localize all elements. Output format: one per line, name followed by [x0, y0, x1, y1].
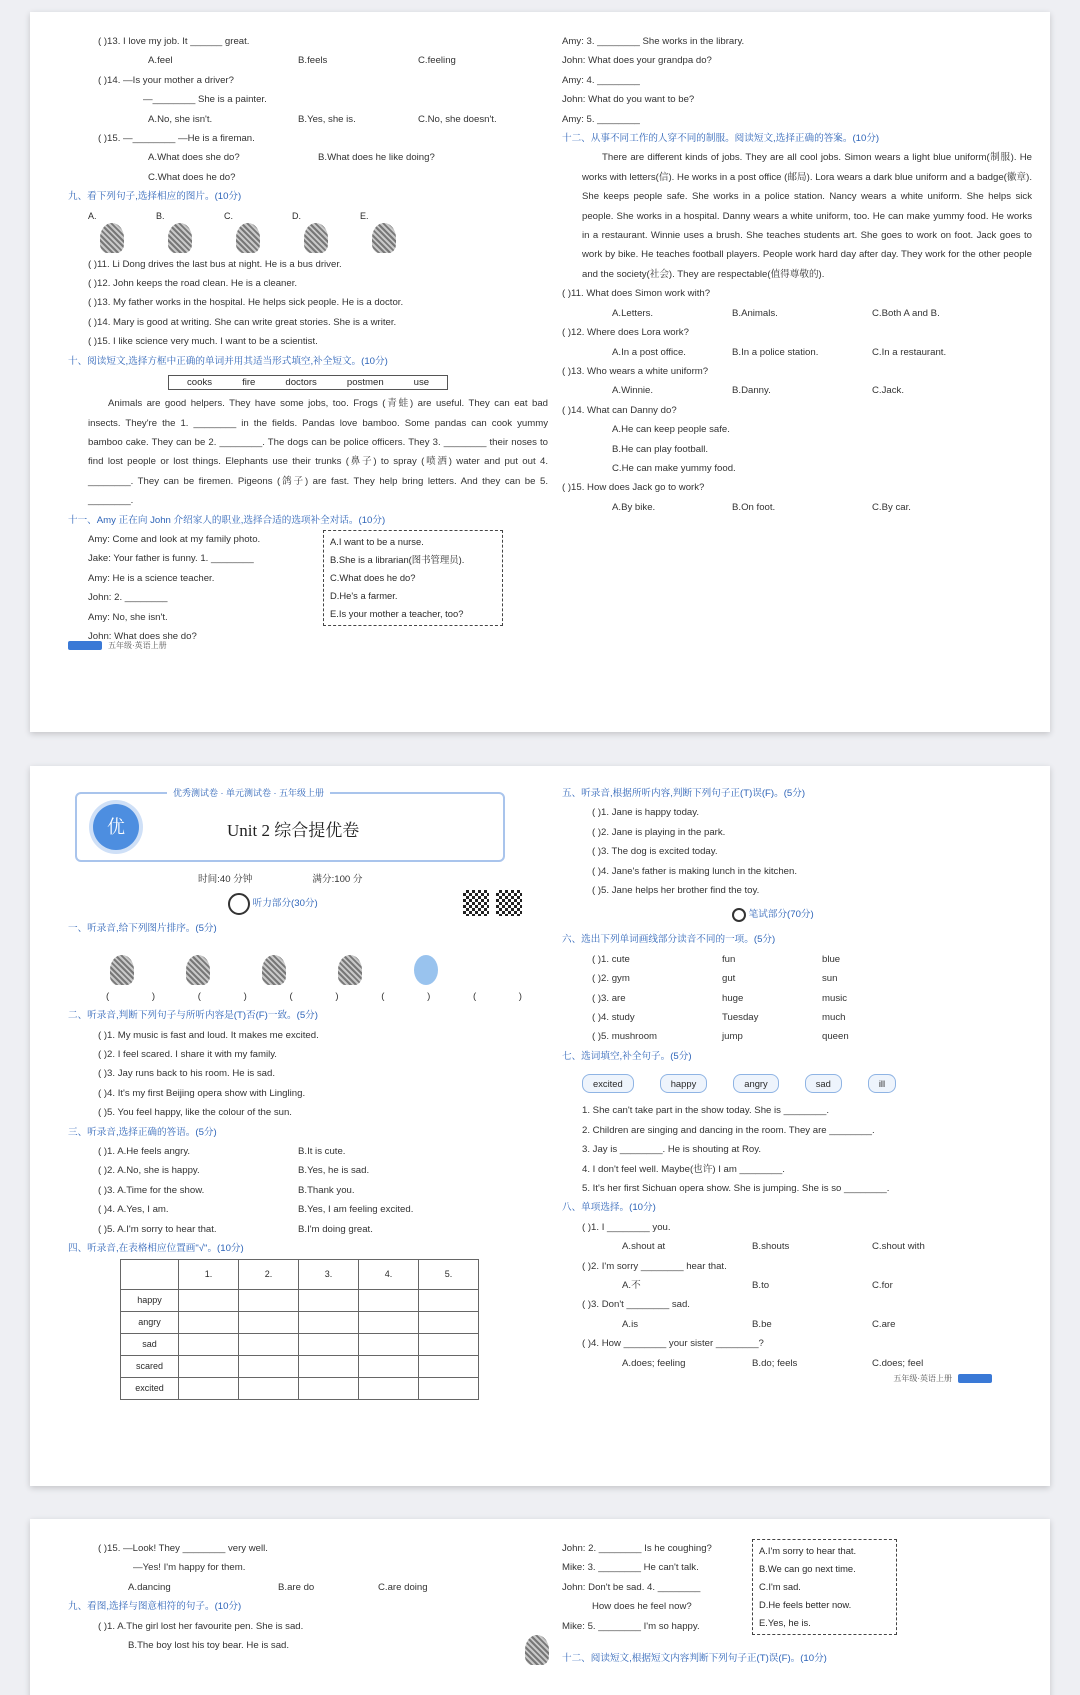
picture-animal — [250, 947, 290, 987]
picture-row — [68, 207, 558, 255]
pen-icon — [732, 908, 746, 922]
options-15: A.What does she do? B.What does he like doing? — [148, 152, 435, 164]
reading-passage: There are different kinds of jobs. They are all cool jobs. Simon wears a light blue uniform(制服). He works with letters(信). He works in a post office (邮局). Lora wears a dark blue uniform and a badge(徽章). She keeps people safe. She works in a police station. Nancy wears a white uniform. She helps sick people. She works in a hospital. Danny wears a white uniform, too. He can make yummy food. He works in a restaurant. Winnie uses a brush. She teaches students art. She goes to work on foot. Jack goes to work by bike. He teaches football players. People work hard day after day. They work for the other people and the society(社会). They are respectable(值得尊敬的). — [582, 152, 1032, 280]
section-10-heading: 十、阅读短文,选择方框中正确的单词并用其适当形式填空,补全短文。(10分) — [68, 355, 388, 367]
picture-d: D. — [292, 215, 332, 255]
question-13: ( )13. I love my job. It ______ great. — [98, 36, 250, 47]
question-14: ( )14. What can Danny do? — [562, 404, 677, 416]
qr-code-icon — [496, 890, 522, 916]
question-15: ( )15. —________ —He is a fireman. — [98, 133, 255, 145]
page2-left-column: 时间:40 分钟 满分:100 分 听力部分(30分) 一、听录音,给下列图片排序。(5分) ( ) ( ) ( ) ( ) ( ) 二、听录音,判断下列句子与所听内容是(T)否(F)一致。(5分) ( )1. My music is fast and loud. It makes me excited. ( )2. I feel scared. I share it with my family. ( )3. Jay runs back to his room. He is sad. ( )4. It's my first Beijing opera show with Lingling. ( )5. You feel happy, like the colour of the sun. 三、听录音,选择正确的答语。(5分) ( )1. A.He feels angry. B.It is cute. ( )2. A.No, she is happy. B.Yes, he is sad. ( )3. A.Time for the show. B.Thank you. ( )4. A.Yes, I am. B.Yes, I am feeling excited. ( )5. A.I'm sorry to hear that. B.I'm doing great. 四、听录音,在表格相应位置画"√"。(10分) 1. 2. 3. 4. 5. happy angry sad scared excited — [68, 870, 558, 1400]
picture-girl — [98, 947, 138, 987]
qr-code-icon — [463, 890, 489, 916]
ordering-blanks: ( ) ( ) ( ) ( ) ( ) — [106, 990, 522, 1002]
section-12-heading: 十二、阅读短文,根据短文内容判断下列句子正(T)误(F)。(10分) — [562, 1653, 827, 1664]
question-15: ( )15. How does Jack go to work? — [562, 482, 705, 494]
dialog-options-box: A.I want to be a nurse. B.She is a librarian(图书管理员). C.What does he do? D.He's a farmer. E.Is your mother a teacher, too? — [323, 530, 503, 626]
page2-right-column: 五、听录音,根据所听内容,判断下列句子正(T)误(F)。(5分) ( )1. Jane is happy today. ( )2. Jane is playing in the park. ( )3. The dog is excited today. ( )4. Jane's father is making lunch in the kitchen. ( )5. Jane helps her brother find the toy. 笔试部分(70分) 六、选出下列单词画线部分读音不同的一项。(5分) ( )1. cute fun blue ( )2. gym gut sun ( )3. are huge music ( )4. study Tuesday much ( )5. mushroom jump queen 七、选词填空,补全句子。(5分) excited happy angry sad ill 1. She can't take part in the show today. She is ________. 2. Children are singing and dancing in the room. They are ________. 3. Jay is ________. He is shouting at Roy. 4. I don't feel well. Maybe(也许) I am ________. 5. It's her first Sichuan opera show. She is jumping. She is so ________. 八、单项选择。(10分) ( )1. I ________ you. A.shout at B.shouts C.shout with ( )2. I'm sorry ________ hear that. A.不 B.to C.for ( )3. Don't ________ sad. A.is B.be C.are ( )4. How ________ your sister ________? A.does; feeling B.do; feels C.does; feel 五年级·英语上册 — [562, 784, 1032, 1384]
dialog-line: John: What does your grandpa do? — [562, 55, 712, 67]
section-2-heading: 二、听录音,判断下列句子与所听内容是(T)否(F)一致。(5分) — [68, 1010, 318, 1022]
full-score: 满分:100 分 — [312, 874, 363, 885]
section-8-heading: 八、单项选择。(10分) — [562, 1202, 656, 1214]
section-6-heading: 六、选出下列单词画线部分读音不同的一项。(5分) — [562, 934, 776, 946]
question-13: ( )13. Who wears a white uniform? — [562, 365, 709, 377]
page1-right-column: Amy: 3. ________ She works in the library. John: What does your grandpa do? Amy: 4. ________ John: What do you want to be? Amy: 5. ________ 十二、从事不同工作的人穿不同的制服。阅读短文,选择正确的答案。(10分) There are different kinds of jobs. They are all cool jobs. Simon wears a light blue uniform(制服). He works with letters(信). He works in a post office (邮局). Lora wears a dark blue uniform and a badge(徽章). She keeps people safe. She works in a police station. Nancy wears a white uniform. She helps sick people. She works in a hospital. Danny wears a white uniform, too. He can make yummy food. He works in a restaurant. Winnie uses a brush. She teaches students art. She goes to work on foot. Jack goes to work by bike. He teaches football players. People work hard day after day. They work for the other people and the society(社会). They are respectable(值得尊敬的). ( )11. What does Simon work with? A.Letters. B.Animals. C.Both A and B. ( )12. Where does Lora work? A.In a post office. B.In a police station. C.In a restaurant. ( )13. Who wears a white uniform? A.Winnie. B.Danny. C.Jack. ( )14. What can Danny do? A.He can keep people safe. B.He can play football. C.He can make yummy food. ( )15. How does Jack go to work? A.By bike. B.On foot. C.By car. — [562, 32, 1032, 517]
word-choices: excited happy angry sad ill — [562, 1074, 1032, 1093]
section-1-heading: 一、听录音,给下列图片排序。(5分) — [68, 923, 217, 935]
page3-left-column: ( )15. —Look! They ________ very well. —Yes! I'm happy for them. A.dancing B.are do C.are doing 九、看图,选择与图意相符的句子。(10分) ( )1. A.The girl lost her favourite pen. She is sad. B.The boy lost his toy bear. He is sad. — [68, 1539, 558, 1655]
listening-pictures — [68, 939, 558, 987]
picture-face — [402, 947, 442, 987]
cloze-passage: Animals are good helpers. They have some jobs, too. Frogs (青蛙) are useful. They can eat bad insects. They're the 1. ________ in the fields. Pandas love bamboo. Some pandas can cook yummy bamboo cake. They can be 2. ________. The dogs can be police officers. They 3. ________ their noses to find lost people or lost things. Elephants use their trunks (鼻子) to spray (喷洒) water and put out 4. ________. They can be firemen. Pigeons (鸽子) are fast. They help bring letters. And they can be 5. ________. — [88, 398, 548, 507]
picture-e: E. — [360, 215, 400, 255]
time-limit: 时间:40 分钟 — [198, 874, 253, 885]
dialog-block: Amy: Come and look at my family photo. Jake: Your father is funny. 1. ________ Amy: He is a science teacher. John: 2. ________ Amy: No, she isn't. John: What does she do? A.I want to be a nurse. B.She is a librarian(图书管理员). C.What does he do? D.He's a farmer. E.Is your mother a teacher, too? — [68, 530, 558, 640]
options-13: A.feel B.feels C.feeling — [148, 55, 456, 67]
picture-a: A. — [88, 215, 128, 255]
matching-item: ( )12. John keeps the road clean. He is a cleaner. — [88, 278, 298, 290]
page-footer: 五年级·英语上册 — [68, 640, 558, 651]
question-11: ( )11. What does Simon work with? — [562, 288, 711, 300]
section-3-heading: 三、听录音,选择正确的答语。(5分) — [68, 1126, 217, 1138]
word-bank: cooks fire doctors postmen use — [168, 375, 448, 390]
picture-c: C. — [224, 215, 264, 255]
matching-item: ( )15. I like science very much. I want to be a scientist. — [88, 336, 318, 348]
question-12: ( )12. Where does Lora work? — [562, 327, 689, 339]
matching-item: ( )14. Mary is good at writing. She can write great stories. She is a writer. — [88, 316, 397, 328]
writing-heading: 笔试部分(70分) — [748, 909, 814, 921]
unit-header — [75, 788, 505, 862]
section-9-heading: 九、看下列句子,选择相应的图片。(10分) — [68, 191, 242, 203]
picture-b: B. — [156, 215, 196, 255]
section-12-heading: 十二、从事不同工作的人穿不同的制服。阅读短文,选择正确的答案。(10分) — [562, 133, 880, 145]
section-7-heading: 七、选词填空,补全句子。(5分) — [562, 1050, 692, 1062]
headphones-icon — [228, 893, 250, 915]
listening-heading: 听力部分(30分) — [252, 898, 318, 910]
question-14: ( )14. —Is your mother a driver? — [98, 74, 234, 86]
dialog-line: John: What do you want to be? — [562, 94, 695, 106]
matching-item: ( )11. Li Dong drives the last bus at night. He is a bus driver. — [88, 258, 342, 270]
page3-right-column: John: 2. ________ Is he coughing? Mike: 3. ________ He can't talk. John: Don't be sad. 4. ________ How does he feel now? Mike: 5. ________ I'm so happy. A.I'm sorry to hear that. B.We can go next time. C.I'm sad. D.He feels better now. E.Yes, he is. 十二、阅读短文,根据短文内容判断下列句子正(T)误(F)。(10分) — [562, 1539, 1032, 1668]
matching-item: ( )13. My father works in the hospital. He helps sick people. He is a doctor. — [88, 297, 404, 309]
unit-title: Unit 2 综合提优卷 — [227, 821, 360, 840]
series-title: 优秀测试卷 · 单元测试卷 · 五年级上册 — [167, 786, 330, 799]
picture-kids — [326, 947, 366, 987]
section-9-heading: 九、看图,选择与图意相符的句子。(10分) — [68, 1601, 242, 1613]
exam-page-3 — [30, 1519, 1050, 1695]
page1-left-column: ( )13. I love my job. It ______ great. A.feel B.feels C.feeling ( )14. —Is your mother a driver? —________ She is a painter. A.No, she isn't. B.Yes, she is. C.No, she doesn't. ( )15. —________ —He is a fireman. A.What does she do? B.What does he like doing? C.What does he do? 九、看下列句子,选择相应的图片。(10分) A. B. C. D. E. ( )11. Li Dong drives the last bus at night. He is a bus driver. ( )12. John keeps the road clean. He is a cleaner. ( )13. My father works in the hospital. He helps sick people. He is a doctor. ( )14. Mary is good at writing. She can write great stories. She is a writer. ( )15. I like science very much. I want to be a scientist. 十、阅读短文,选择方框中正确的单词并用其适当形式填空,补全短文。(10分) cooks fire doctors postmen use Animals are good helpers. They have some jobs, too. Frogs (青蛙) are useful. They can eat bad insects. They're the 1. ________ in the fields. Pandas love bamboo. Some pandas can cook yummy bamboo cake. They can be 2. ________. The dogs can be police officers. They 3. ________ their noses to find lost people or lost things. Elephants use their trunks (鼻子) to spray (喷洒) water and put out 4. ________. They can be firemen. Pigeons (鸽子) are fast. They help bring letters. And they can be 5. ________. 十一、Amy 正在向 John 介绍家人的职业,选择合适的选项补全对话。(10分) Amy: Come and look at my family photo. Jake: Your father is funny. 1. ________ Amy: He is a science teacher. John: 2. ________ Amy: No, she isn't. John: What does she do? A.I want to be a nurse. B.She is a librarian(图书管理员). C.What does he do? D.He's a farmer. E.Is your mother a teacher, too? 五年级·英语上册 — [68, 32, 558, 651]
section-4-heading: 四、听录音,在表格相应位置画"√"。(10分) — [68, 1243, 244, 1255]
dialog-line: Amy: 4. ________ — [562, 74, 640, 86]
exam-page-2 — [30, 766, 1050, 1486]
section-11-heading: 十一、Amy 正在向 John 介绍家人的职业,选择合适的选项补全对话。(10分) — [68, 514, 386, 526]
excellence-badge: 优 — [93, 804, 139, 850]
section-5-heading: 五、听录音,根据所听内容,判断下列句子正(T)误(F)。(5分) — [562, 788, 806, 799]
page-footer: 五年级·英语上册 — [562, 1373, 1032, 1384]
feelings-table: 1. 2. 3. 4. 5. happy angry sad scared excited — [120, 1259, 479, 1400]
dialog-line: Amy: 5. ________ — [562, 113, 640, 125]
dialog-options-box: A.I'm sorry to hear that. B.We can go next time. C.I'm sad. D.He feels better now. E.Yes, he is. — [752, 1539, 897, 1635]
picture-group — [174, 947, 214, 987]
exam-page-1 — [30, 12, 1050, 732]
dialog-line: Amy: 3. ________ She works in the library. — [562, 36, 745, 47]
picture-sleeping-child — [513, 1627, 553, 1667]
options-14: A.No, she isn't. B.Yes, she is. C.No, she doesn't. — [148, 113, 497, 125]
